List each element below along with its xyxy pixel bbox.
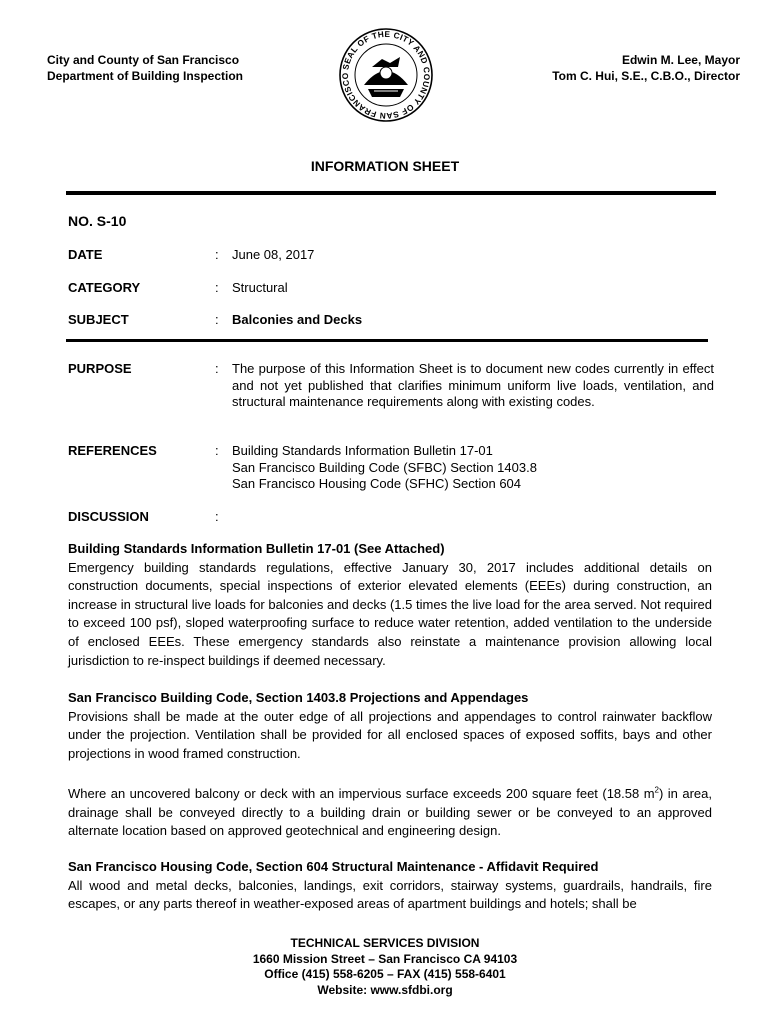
bulletin-text: Emergency building standards regulations, effective January 30, 2017 includes additional details on construction documents, special inspections of exterior elevated elements (EEEs) during construction, an increase in structural live loads for balconies and decks (1.5 times the live load for the area served. Not required to exceed 100 psf), sloped waterproofing surface to reduce water retention, added ventilation to the underside of enclosed EEEs. These emergency standards also reinstate a maintenance provision allowing local jurisdiction to re-inspect buildings if deemed necessary. <box>68 559 712 668</box>
category-value: Structural <box>232 280 288 295</box>
subject-colon: : <box>215 312 219 327</box>
title-divider <box>66 191 716 195</box>
agency-name <box>47 52 243 84</box>
date-label: DATE <box>68 247 103 262</box>
date-row <box>68 247 714 264</box>
date-colon: : <box>215 247 219 262</box>
bulletin-section <box>68 540 712 670</box>
department-line: Department of Building Inspection <box>47 69 244 83</box>
drainage-superscript: 2 <box>654 785 659 795</box>
discussion-colon: : <box>215 509 219 524</box>
footer-division: TECHNICAL SERVICES DIVISION <box>290 936 480 950</box>
footer <box>0 936 770 998</box>
reference-item: San Francisco Building Code (SFBC) Section 1403.8 <box>232 459 537 475</box>
discussion-label: DISCUSSION <box>68 509 149 524</box>
purpose-label: PURPOSE <box>68 361 132 376</box>
seal-lettering: SEAL OF THE CITY AND COUNTY OF SAN FRANCISCO <box>339 28 433 122</box>
mayor-line: Edwin M. Lee, Mayor <box>621 53 740 67</box>
discussion-row <box>68 509 714 526</box>
drainage-text-end: ) in area, drainage shall be conveyed directly to a building drain or building sewer or be conveyed to an approved alternate location based on approved geotechnical and engineering design. <box>68 786 712 839</box>
bulletin-heading: Building Standards Information Bulletin 17-01 (See Attached) <box>68 541 445 556</box>
sheet-number: NO. S-10 <box>68 213 127 229</box>
category-row <box>68 280 714 297</box>
sfbc-drainage-paragraph <box>68 785 712 841</box>
sfhc-section <box>68 858 712 914</box>
reference-item: Building Standards Information Bulletin 17-01 <box>232 443 493 458</box>
purpose-row <box>68 361 714 431</box>
sfbc-drainage-text <box>68 785 712 841</box>
footer-address: 1660 Mission Street – San Francisco CA 94103 <box>252 951 518 966</box>
references-colon: : <box>215 443 219 458</box>
references-row <box>68 443 714 495</box>
sfbc-section <box>68 689 712 763</box>
footer-phone: Office (415) 558-6205 – FAX (415) 558-6401 <box>264 967 506 981</box>
category-label: CATEGORY <box>68 280 141 295</box>
purpose-colon: : <box>215 361 219 376</box>
category-colon: : <box>215 280 219 295</box>
drainage-text-start: Where an uncovered balcony or deck with an impervious surface exceeds 200 square feet (18.58 m <box>68 786 655 801</box>
director-line: Tom C. Hui, S.E., C.B.O., Director <box>552 69 740 83</box>
sfbc-heading: San Francisco Building Code, Section 1403.8 Projections and Appendages <box>68 690 529 705</box>
references-list <box>232 443 714 493</box>
sfhc-heading: San Francisco Housing Code, Section 604 Structural Maintenance - Affidavit Required <box>68 859 599 874</box>
sheet-title: INFORMATION SHEET <box>310 158 460 174</box>
reference-item: San Francisco Housing Code (SFHC) Section 604 <box>232 476 522 491</box>
references-label: REFERENCES <box>68 443 157 458</box>
sfbc-text: Provisions shall be made at the outer edge of all projections and appendages to control rainwater backflow under the projection. Ventilation shall be provided for all enclosed spaces of exposed soffits, bays and other projections in wood framed construction. <box>68 708 712 761</box>
subject-value: Balconies and Decks <box>232 312 363 327</box>
sfhc-text: All wood and metal decks, balconies, landings, exit corridors, stairway systems, guardrails, handrails, fire escapes, or any parts thereof in weather-exposed areas of apartment buildings and hotels; shall be <box>68 877 712 912</box>
purpose-text: The purpose of this Information Sheet is to document new codes currently in effect and not yet published that clarifies minimum uniform live loads, ventilation, and structural maintenance requirements along with existing codes. <box>232 361 714 409</box>
subject-label: SUBJECT <box>68 312 129 327</box>
city-county-line: City and County of San Francisco <box>47 53 240 67</box>
city-seal-logo <box>338 27 434 123</box>
subject-divider <box>66 339 708 342</box>
officials <box>552 52 740 84</box>
date-value: June 08, 2017 <box>232 247 315 262</box>
footer-website: Website: www.sfdbi.org <box>317 982 453 997</box>
subject-row <box>68 312 714 329</box>
